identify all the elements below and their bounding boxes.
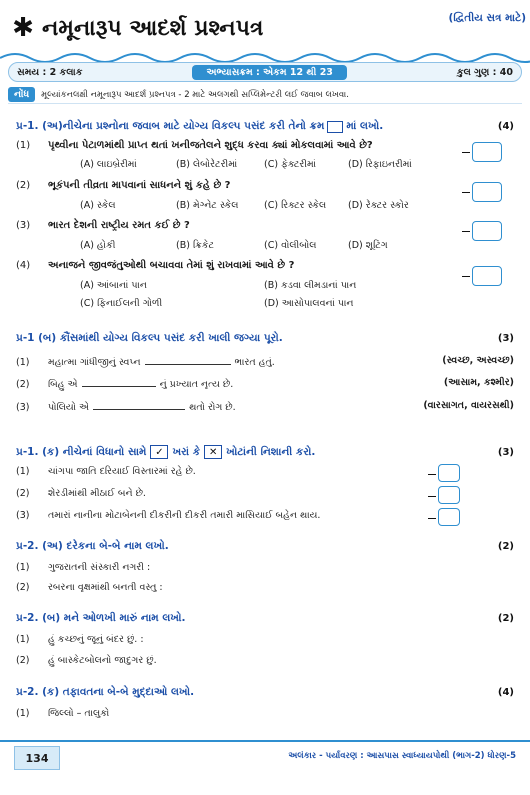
item-number: (3)	[16, 510, 30, 521]
question-2-options	[80, 200, 409, 211]
section-2c-title: પ્ર-2. (ક) તફાવતના બે-બે મુદ્દાઓ લખો.	[16, 686, 195, 698]
question-1	[16, 140, 456, 151]
section-1b-marks: (3)	[497, 333, 514, 344]
answer-dash	[462, 192, 470, 193]
answer-dash	[428, 474, 436, 475]
section-2c-heading	[16, 686, 514, 699]
section-1b-title: પ્ર-1 (બ) કૌંસમાંથી યોગ્ય વિકલ્પ પસંદ કરી ખાલી જગ્યા પૂરો.	[16, 332, 283, 344]
item-text: જિલ્લો – તાલુકો	[48, 708, 110, 719]
section-2a-heading	[16, 540, 514, 553]
question-text: ભૂકંપની તીવ્રતા માપવાનાં સાધનને શું કહે છે ?	[48, 180, 231, 191]
option: (C) વોલીબોલ	[264, 240, 317, 251]
question-number: (1)	[16, 140, 31, 151]
option: (A) આંબાનાં પાન	[80, 280, 147, 291]
section-2b-marks: (2)	[497, 613, 514, 624]
item-number: (3)	[16, 402, 30, 413]
section-2a-marks: (2)	[497, 541, 514, 552]
option: (B) કડવા લીમડાનાં પાન	[264, 280, 357, 291]
fill-item-3	[16, 400, 514, 413]
item-hint: (આસામ, કશ્મીર)	[443, 377, 514, 388]
option: (C) ફિનાઈલની ગોળી	[80, 298, 163, 309]
option: (D) શૂટિંગ	[348, 240, 388, 251]
section-2b-title: પ્ર-2. (બ) મને ઓળખી મારું નામ લખો.	[16, 612, 186, 624]
item-number: (1)	[16, 708, 30, 719]
item-number: (1)	[16, 634, 30, 645]
time-label: સમય : 2 કલાક	[17, 66, 83, 78]
answer-dash	[428, 496, 436, 497]
answer-box[interactable]	[472, 266, 502, 286]
fill-item-2	[16, 377, 514, 390]
tf-answer-box[interactable]	[438, 508, 460, 526]
question-4-options-row1	[80, 280, 356, 291]
blank-line[interactable]	[93, 400, 185, 410]
answer-box[interactable]	[472, 182, 502, 202]
blank-line[interactable]	[82, 377, 156, 387]
item-text: હું બાસ્કેટબોલનો જાદુગર છું.	[48, 655, 157, 666]
syllabus-label: અભ્યાસક્રમ : એકમ 12 થી 23	[192, 65, 346, 80]
difference-item-1	[16, 708, 109, 719]
answer-dash	[428, 518, 436, 519]
answer-dash	[462, 276, 470, 277]
item-text: ચાંગપા જાતિ દરિયાઈ વિસ્તારમાં રહે છે.	[48, 466, 196, 477]
question-4-options-row2	[80, 298, 354, 309]
item-number: (2)	[16, 379, 30, 390]
tf-answer-box[interactable]	[438, 464, 460, 482]
item-text: તમારાં નાનીના મોટાબેનની દીકરીની દીકરી તમારી માસિયાઈ બહેન થાય.	[48, 510, 321, 521]
option: (D) આસોપાલવનાં પાન	[264, 298, 354, 309]
section-1c-title-b: ખરાં કે	[172, 445, 201, 458]
identify-item-2	[16, 655, 157, 666]
item-hint: (સ્વચ્છ, અસ્વચ્છ)	[442, 355, 514, 366]
option: (B) મેગ્નેટ સ્કેલ	[176, 200, 239, 211]
tf-item-1	[16, 466, 196, 477]
info-bar	[8, 62, 522, 82]
page-title: નમૂનારૂપ આદર્શ પ્રશ્નપત્ર	[42, 15, 264, 41]
item-hint: (વારસાગત, વાયરસથી)	[423, 400, 514, 411]
answer-dash	[462, 152, 470, 153]
question-4	[16, 260, 456, 271]
checkmark-icon: ✓	[150, 445, 168, 459]
question-3-options	[80, 240, 388, 251]
item-number: (1)	[16, 466, 30, 477]
footer-text: અલંકાર - પર્યાવરણ : આસપાસ સ્વાધ્યાયપોથી (ભાગ-2) ધોરણ-5	[288, 751, 516, 761]
section-1a-marks: (4)	[497, 121, 514, 132]
item-number: (2)	[16, 488, 30, 499]
section-1c-title-a: પ્ર-1. (ક) નીચેનાં વિધાનો સામે	[16, 445, 147, 458]
item-text-after: થતો રોગ છે.	[189, 402, 236, 413]
item-text-before: બિહુ એ	[48, 379, 78, 390]
question-text: પૃથ્વીના પેટાળમાંથી પ્રાપ્ત થતાં ખનીજતેલને શુદ્ધ કરવા ક્યાં મોકલવામાં આવે છે?	[48, 140, 373, 151]
item-text-after: ભારત હતું.	[234, 357, 275, 368]
note-text: મૂલ્યાંકનલક્ષી નમૂનારૂપ આદર્શ પ્રશ્નપત્ર - 2 માટે અલગથી સપ્લિમેન્ટરી લઈ જવાબ લખવા.	[41, 89, 349, 100]
section-2c-marks: (4)	[497, 687, 514, 698]
question-number: (4)	[16, 260, 31, 271]
option: (D) રેક્ટર સ્કોર	[348, 200, 409, 211]
footer-divider	[0, 740, 530, 742]
title-row	[8, 10, 522, 46]
item-text: ગુજરાતની સંસ્કારી નગરી :	[48, 562, 151, 573]
section-1a-title-tail: માં લખો.	[346, 120, 384, 132]
section-2b-heading	[16, 612, 514, 625]
cross-icon: ✕	[204, 445, 222, 459]
tf-item-2	[16, 488, 146, 499]
section-1a-heading	[16, 120, 514, 133]
question-number: (3)	[16, 220, 31, 231]
question-3	[16, 220, 456, 231]
item-number: (2)	[16, 582, 30, 593]
item-text: રબરના વૃક્ષમાંથી બનતી વસ્તુ :	[48, 582, 163, 593]
answer-box[interactable]	[472, 221, 502, 241]
question-number: (2)	[16, 180, 31, 191]
fill-item-1	[16, 355, 514, 368]
identify-item-1	[16, 634, 144, 645]
answer-box-icon	[327, 121, 343, 133]
option: (B) લેબોરેટરીમાં	[176, 159, 238, 170]
section-1c-heading	[16, 445, 514, 459]
option: (C) રિક્ટર સ્કેલ	[264, 200, 327, 211]
option: (A) સ્કેલ	[80, 200, 116, 211]
question-text: ભારત દેશની રાષ્ટ્રીય રમત કઈ છે ?	[48, 220, 190, 231]
item-number: (1)	[16, 562, 30, 573]
option: (A) લાઇબ્રેરીમાં	[80, 159, 137, 170]
total-marks-label: કુલ ગુણ : 40	[456, 66, 513, 78]
answer-box[interactable]	[472, 142, 502, 162]
page-number: 134	[14, 746, 60, 770]
page-subtitle: (દ્વિતીય સત્ર માટે)	[448, 12, 526, 24]
option: (C) ફેક્ટરીમાં	[264, 159, 317, 170]
item-text: હું કચ્છનું જૂનું બંદર છું. :	[48, 634, 144, 645]
item-text-after: નું પ્રખ્યાત નૃત્ય છે.	[159, 379, 234, 390]
section-2a-title: પ્ર-2. (અ) દરેકના બે-બે નામ લખો.	[16, 540, 169, 552]
section-1c-marks: (3)	[497, 446, 514, 458]
question-1-options	[80, 159, 412, 170]
blank-line[interactable]	[145, 355, 231, 365]
item-text-before: મહાત્મા ગાંધીજીનું સ્વપ્ન	[48, 357, 141, 368]
note-tag: નોંધ	[8, 87, 35, 102]
question-2	[16, 180, 456, 191]
item-text: શેરડીમાંથી મીઠાઈ બને છે.	[48, 488, 146, 499]
star-icon: ✱	[12, 13, 34, 43]
name-item-2	[16, 582, 163, 593]
section-1a-title: પ્ર-1. (અ)નીચેના પ્રશ્નોના જવાબ માટે યોગ્ય વિકલ્પ પસંદ કરી તેનો ક્રમ	[16, 120, 325, 132]
item-number: (1)	[16, 357, 30, 368]
item-text-before: પોલિયો એ	[48, 402, 90, 413]
tf-answer-box[interactable]	[438, 486, 460, 504]
section-1b-heading	[16, 332, 514, 345]
name-item-1	[16, 562, 150, 573]
item-number: (2)	[16, 655, 30, 666]
question-text: અનાજને જીવજંતુઓથી બચાવવા તેમાં શું રાખવામાં આવે છે ?	[48, 260, 295, 271]
note-row	[8, 86, 522, 104]
option: (A) હોકી	[80, 240, 116, 251]
tf-item-3	[16, 510, 320, 521]
option: (B) ક્રિકેટ	[176, 240, 215, 251]
answer-dash	[462, 231, 470, 232]
option: (D) રિફાઇનરીમાં	[348, 159, 412, 170]
section-1c-title-c: ખોટાંની નિશાની કરો.	[226, 445, 316, 458]
